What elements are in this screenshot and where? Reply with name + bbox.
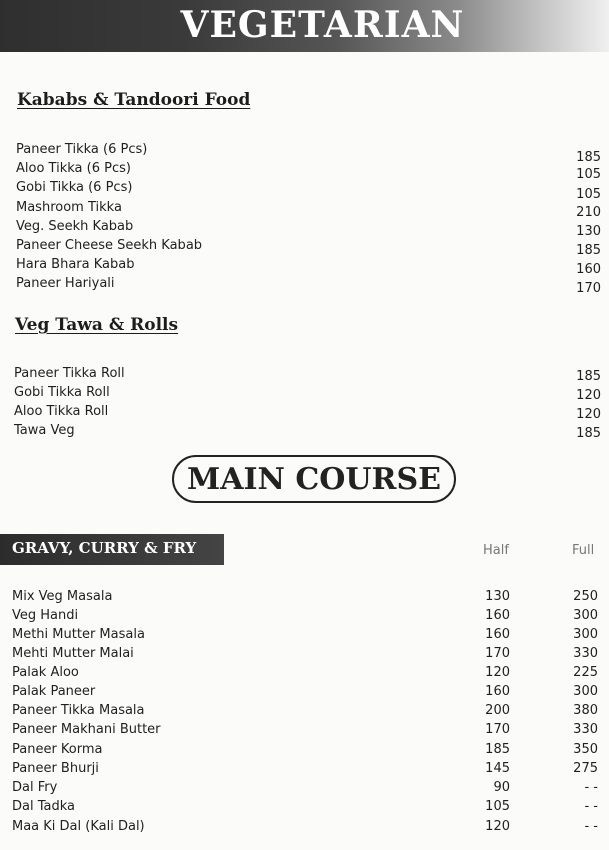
- item-price: 185: [576, 426, 601, 441]
- half-price: 170: [485, 646, 510, 661]
- item-name: Paneer Tikka (6 Pcs): [16, 142, 148, 157]
- half-price: 105: [485, 799, 510, 814]
- menu-item: [0, 625, 609, 644]
- full-price: 330: [573, 646, 598, 661]
- item-name: Tawa Veg: [14, 423, 75, 438]
- item-name: Paneer Tikka Roll: [14, 366, 125, 381]
- half-price: 130: [485, 589, 510, 604]
- full-column-header: Full: [572, 543, 595, 558]
- menu-item: [0, 778, 609, 797]
- item-price: 105: [576, 187, 601, 202]
- full-price: 300: [573, 627, 598, 642]
- menu-item: [0, 701, 609, 720]
- item-name: Veg Handi: [12, 608, 79, 623]
- main-course-title: MAIN COURSE: [172, 455, 456, 503]
- half-column-header: Half: [483, 543, 509, 558]
- item-name: Paneer Cheese Seekh Kabab: [16, 238, 203, 253]
- menu-item: [0, 797, 609, 816]
- menu-item: [0, 663, 609, 682]
- menu-item: [0, 606, 609, 625]
- item-name: Dal Tadka: [12, 799, 75, 814]
- item-name: Methi Mutter Masala: [12, 627, 145, 642]
- full-price: - -: [584, 799, 598, 814]
- full-price: 225: [573, 665, 598, 680]
- menu-item: [0, 159, 609, 182]
- gravy-heading-bar: [0, 534, 224, 565]
- item-name: Mashroom Tikka: [16, 200, 122, 215]
- item-name: Paneer Korma: [12, 742, 103, 757]
- menu-item: [0, 720, 609, 739]
- vegetarian-banner: [0, 0, 609, 52]
- item-name: Mix Veg Masala: [12, 589, 113, 604]
- item-price: 170: [576, 281, 601, 296]
- item-name: Gobi Tikka Roll: [14, 385, 110, 400]
- menu-item: [0, 140, 609, 165]
- item-price: 185: [576, 243, 601, 258]
- menu-item: [0, 740, 609, 759]
- item-price: 120: [576, 388, 601, 403]
- half-price: 185: [485, 742, 510, 757]
- half-price: 120: [485, 819, 510, 834]
- item-price: 210: [576, 205, 601, 220]
- half-price: 160: [485, 684, 510, 699]
- item-name: Hara Bhara Kabab: [16, 257, 135, 272]
- item-name: Paneer Bhurji: [12, 761, 99, 776]
- item-name: Dal Fry: [12, 780, 58, 795]
- item-price: 185: [576, 150, 601, 165]
- half-price: 160: [485, 627, 510, 642]
- menu-item: [0, 817, 609, 836]
- menu-item: [0, 421, 609, 440]
- menu-item: [0, 236, 609, 258]
- item-name: Paneer Makhani Butter: [12, 722, 161, 737]
- item-price: 120: [576, 407, 601, 422]
- menu-item: [0, 178, 609, 202]
- item-price: 130: [576, 224, 601, 239]
- menu-item: [0, 364, 609, 383]
- full-price: 380: [573, 703, 598, 718]
- full-price: 250: [573, 589, 598, 604]
- full-price: - -: [584, 819, 598, 834]
- full-price: 275: [573, 761, 598, 776]
- kababs-heading: Kababs & Tandoori Food: [17, 90, 251, 110]
- item-name: Aloo Tikka Roll: [14, 404, 109, 419]
- item-name: Palak Aloo: [12, 665, 79, 680]
- menu-item: [0, 644, 609, 663]
- banner-title: VEGETARIAN: [180, 4, 465, 46]
- item-price: 185: [576, 369, 601, 384]
- half-price: 120: [485, 665, 510, 680]
- menu-item: [0, 682, 609, 701]
- menu-item: [0, 274, 609, 296]
- item-name: Veg. Seekh Kabab: [16, 219, 134, 234]
- item-price: 105: [576, 167, 601, 182]
- item-name: Gobi Tikka (6 Pcs): [16, 180, 133, 195]
- tawa-heading: Veg Tawa & Rolls: [15, 315, 179, 335]
- full-price: 300: [573, 684, 598, 699]
- full-price: 300: [573, 608, 598, 623]
- gravy-heading: GRAVY, CURRY & FRY: [12, 539, 197, 557]
- menu-item: [0, 217, 609, 239]
- full-price: 330: [573, 722, 598, 737]
- item-name: Maa Ki Dal (Kali Dal): [12, 819, 145, 834]
- menu-item: [0, 587, 609, 606]
- menu-item: [0, 255, 609, 277]
- menu-item: [0, 198, 609, 220]
- item-name: Mehti Mutter Malai: [12, 646, 134, 661]
- item-name: Aloo Tikka (6 Pcs): [16, 161, 131, 176]
- full-price: 350: [573, 742, 598, 757]
- item-price: 160: [576, 262, 601, 277]
- menu-item: [0, 759, 609, 778]
- item-name: Paneer Tikka Masala: [12, 703, 145, 718]
- half-price: 145: [485, 761, 510, 776]
- full-price: - -: [584, 780, 598, 795]
- half-price: 170: [485, 722, 510, 737]
- item-name: Palak Paneer: [12, 684, 96, 699]
- half-price: 90: [493, 780, 510, 795]
- half-price: 160: [485, 608, 510, 623]
- menu-item: [0, 383, 609, 402]
- half-price: 200: [485, 703, 510, 718]
- item-name: Paneer Hariyali: [16, 276, 115, 291]
- menu-item: [0, 402, 609, 421]
